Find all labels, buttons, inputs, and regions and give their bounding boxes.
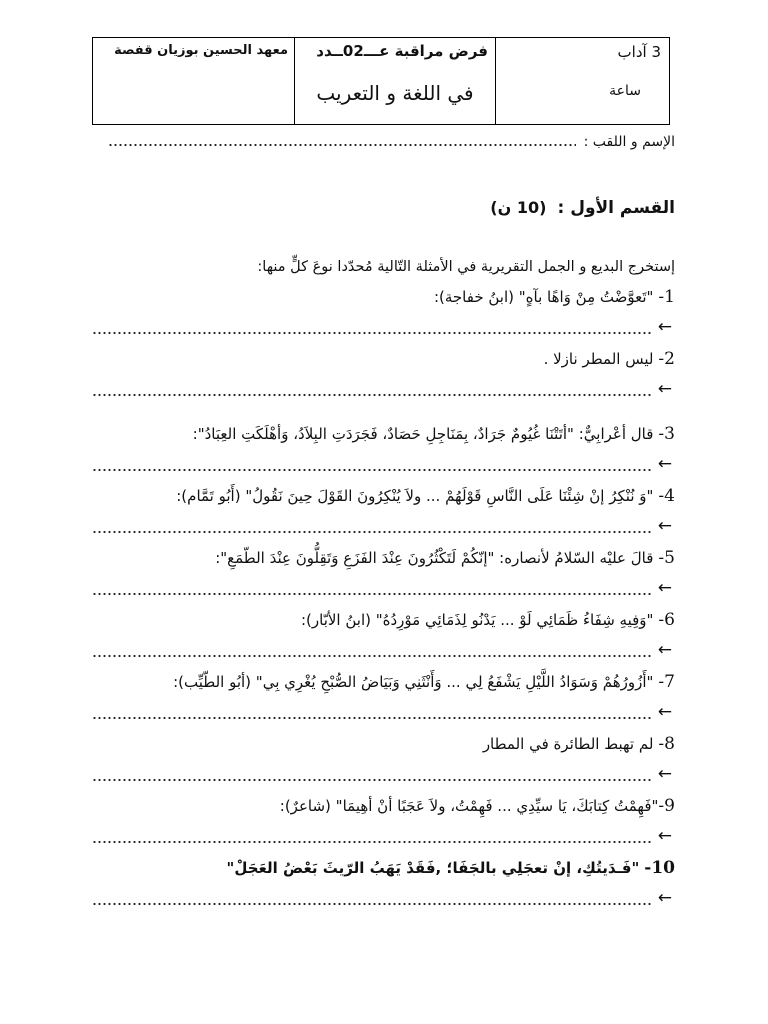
answer-line bbox=[92, 378, 675, 401]
answer-line bbox=[92, 515, 675, 538]
question-line bbox=[92, 731, 675, 757]
question-text: "فَـدَيتُكِ، إنْ تعجَلِي بالجَفَا؛ ,فَقَدْ يَهَبُ الرّيثَ بَعْضُ العَجَلْ" bbox=[226, 859, 640, 877]
class-duration-cell bbox=[495, 38, 669, 124]
answer-blank bbox=[92, 778, 653, 782]
question-item bbox=[92, 731, 675, 786]
answer-blank bbox=[92, 468, 653, 472]
question-line bbox=[92, 545, 675, 571]
question-text: لم تهبط الطائرة في المطار bbox=[482, 735, 654, 753]
question-item bbox=[92, 346, 675, 401]
answer-blank bbox=[92, 393, 653, 397]
question-item bbox=[92, 669, 675, 724]
answer-blank bbox=[92, 902, 653, 906]
question-line bbox=[92, 607, 675, 633]
left-arrow-icon: ← bbox=[657, 379, 672, 399]
question-number: 6- bbox=[658, 610, 675, 630]
question-text: "وَفِيهِ شِفَاءُ ظَمَائِي لَوْ ... يَدْنُو لِذَمَائِي مَوْرِدُهُ" (ابنُ الأبّار): bbox=[300, 611, 654, 629]
section-points: (10 ن) bbox=[490, 198, 547, 217]
left-arrow-icon: ← bbox=[657, 454, 672, 474]
student-name-label: الإسم و اللقب : bbox=[583, 134, 675, 150]
question-line bbox=[92, 483, 675, 509]
left-arrow-icon: ← bbox=[657, 578, 672, 598]
left-arrow-icon: ← bbox=[657, 317, 672, 337]
answer-line bbox=[92, 825, 675, 848]
student-name-row bbox=[92, 130, 675, 154]
question-number: 5- bbox=[658, 548, 675, 568]
question-text: قالَ عليْه السّلامُ لأنصاره: "إنّكُمْ لَتَكْثُرُونَ عِنْدَ الفَزَعِ وَتَقِلُّونَ عِنْدَ الطّمَعِ": bbox=[215, 549, 654, 567]
question-line bbox=[92, 669, 675, 695]
answer-line bbox=[92, 316, 675, 339]
question-number: 9- bbox=[658, 796, 675, 816]
left-arrow-icon: ← bbox=[657, 516, 672, 536]
question-line bbox=[92, 855, 675, 881]
answer-blank bbox=[92, 530, 653, 534]
instruction-text: إستخرج البديع و الجمل التقريرية في الأمثلة التّالية مُحدّدا نوعَ كلٍّ منها: bbox=[257, 259, 675, 275]
answer-line bbox=[92, 577, 675, 600]
question-item bbox=[92, 421, 675, 476]
left-arrow-icon: ← bbox=[657, 764, 672, 784]
question-item bbox=[92, 793, 675, 848]
answer-line bbox=[92, 887, 675, 910]
class-level: 3 آداب bbox=[617, 43, 661, 61]
question-line bbox=[92, 793, 675, 819]
question-item bbox=[92, 855, 675, 910]
exam-body bbox=[92, 130, 675, 910]
question-number: 2- bbox=[658, 349, 675, 369]
question-text: "فَهِمْتُ كِتابَكَ، يَا سيِّدِي ... فَهِمْتُ، ولاَ عَجَبًا أنْ أهِيمَا" (شاعرٌ): bbox=[279, 797, 659, 815]
exam-title: فرض مراقبة عـــ02ــدد bbox=[316, 42, 488, 60]
answer-line bbox=[92, 763, 675, 786]
question-number: 10- bbox=[644, 858, 675, 878]
school-name: معهد الحسين بوزيان قفصة bbox=[114, 43, 288, 58]
question-text: "وَ نُنْكِرُ إنْ شِئْنَا عَلَى النَّاسِ قَوْلَهُمْ ... ولاَ يُنْكِرُونَ القَوْلَ حِينَ نَقُولُ" (أَبُو تَمَّام): bbox=[176, 487, 654, 505]
exam-duration: ساعة bbox=[609, 83, 641, 99]
exam-title-cell bbox=[294, 38, 495, 124]
question-item bbox=[92, 284, 675, 339]
left-arrow-icon: ← bbox=[657, 888, 672, 908]
answer-line bbox=[92, 453, 675, 476]
answer-line bbox=[92, 639, 675, 662]
exam-header-table bbox=[92, 37, 670, 125]
question-text: "تَعوَّضْتُ مِنْ وَاهًا بآهٍ" (ابنُ خفاجة): bbox=[433, 288, 654, 306]
student-name-blank bbox=[108, 143, 576, 147]
left-arrow-icon: ← bbox=[657, 702, 672, 722]
school-cell bbox=[93, 38, 294, 124]
question-item bbox=[92, 483, 675, 538]
answer-blank bbox=[92, 331, 653, 335]
answer-blank bbox=[92, 654, 653, 658]
answer-blank bbox=[92, 716, 653, 720]
question-number: 4- bbox=[658, 486, 675, 506]
section-title: القسم الأول : bbox=[557, 198, 675, 218]
answer-blank bbox=[92, 592, 653, 596]
question-line bbox=[92, 421, 675, 447]
answer-line bbox=[92, 701, 675, 724]
question-number: 3- bbox=[658, 424, 675, 444]
exam-subject: في اللغة و التعريب bbox=[316, 81, 474, 105]
question-line bbox=[92, 284, 675, 310]
question-text: "أَزُورُهُمْ وَسَوَادُ اللَّيْلِ يَشْفَعُ لِي ... وَأَنْثَنِي وَبَيَاضُ الصُّبْحِ يُغْرِي بِي" (أبُو الطّيِّب): bbox=[173, 673, 654, 691]
question-item bbox=[92, 545, 675, 600]
left-arrow-icon: ← bbox=[657, 640, 672, 660]
question-text: ليس المطر نازلا . bbox=[543, 350, 654, 368]
questions-list bbox=[92, 284, 675, 910]
question-text: قال أعْرابِيٌّ: "أتَتْنَا غُيُومٌ جَرَادٌ، بِمَنَاجِلِ حَصَادٌ، فَجَرَدَتِ البِلاَدُ، وَأهْلَكَتِ العِبَادُ": bbox=[192, 425, 654, 443]
left-arrow-icon: ← bbox=[657, 826, 672, 846]
question-number: 1- bbox=[658, 287, 675, 307]
section-heading bbox=[92, 194, 675, 222]
question-line bbox=[92, 346, 675, 372]
question-number: 8- bbox=[658, 734, 675, 754]
question-item bbox=[92, 607, 675, 662]
answer-blank bbox=[92, 840, 653, 844]
question-number: 7- bbox=[658, 672, 675, 692]
